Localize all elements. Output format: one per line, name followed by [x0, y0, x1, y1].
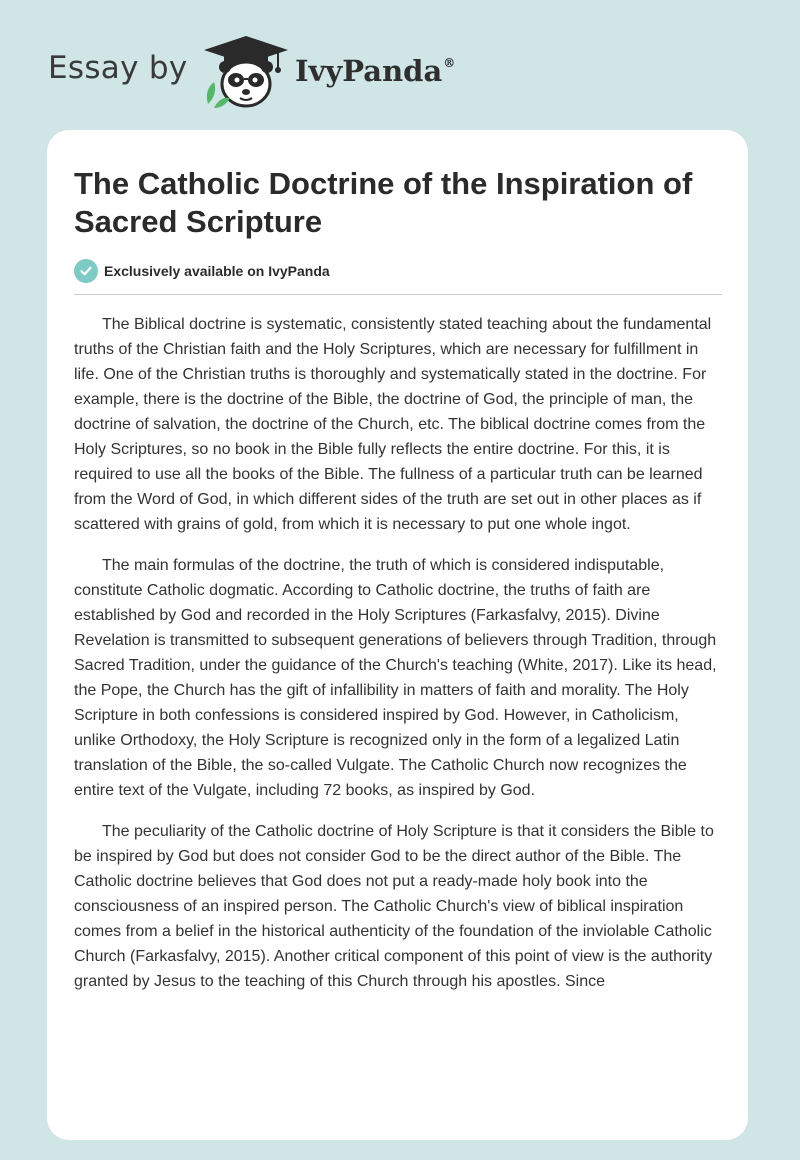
paragraph: The Biblical doctrine is systematic, consistently stated teaching about the fundamental truths of the Christian faith and the Holy Scriptures, which are necessary for fulfillment in life. One of the Christian truths is thoroughly and systematically stated in the doctrine. For example, there is the doctrine of the Bible, the doctrine of God, the principle of man, the doctrine of salvation, the doctrine of the Church, etc. The biblical doctrine comes from the Holy Scriptures, so no book in the Bible fully reflects the entire doctrine. For this, it is required to use all the books of the Bible. The fullness of a particular truth can be learned from the Word of God, in which different sides of the truth are set out in other places as if scattered with grains of gold, from which it is necessary to put one whole ingot.	[74, 316, 712, 533]
site-header	[0, 0, 800, 130]
badge-text: Exclusively available on IvyPanda	[104, 263, 330, 279]
brand-name-text: IvyPanda	[295, 54, 443, 88]
paragraph: The main formulas of the doctrine, the truth of which is considered indisputable, constitute Catholic dogmatic. According to Catholic doctrine, the truths of faith are established by God and recorded in the Holy Scriptures (Farkasfalvy, 2015). Divine Revelation is transmitted to subsequent generations of believers through Tradition, through Sacred Tradition, under the guidance of the Church's teaching (White, 2017). Like its head, the Pope, the Church has the gift of infallibility in matters of faith and morality. The Holy Scripture in both confessions is considered inspired by God. However, in Catholicism, unlike Orthodoxy, the Holy Scripture is recognized only in the form of a legalized Latin translation of the Bible, the so-called Vulgate. The Catholic Church now recognizes the entire text of the Vulgate, including 72 books, as inspired by God.	[74, 557, 717, 799]
check-icon	[74, 259, 98, 283]
panda-graduate-icon[interactable]	[200, 34, 292, 110]
essay-body	[74, 312, 724, 994]
essay-card	[47, 130, 748, 1140]
divider	[74, 294, 722, 295]
page-title: The Catholic Doctrine of the Inspiration of Sacred Scripture	[74, 166, 693, 239]
paragraph: The peculiarity of the Catholic doctrine of Holy Scripture is that it considers the Bible to be inspired by God but does not consider God to be the direct author of the Bible. The Catholic doctrine believes that God does not put a ready-made holy book into the consciousness of an inspired person. The Catholic Church's view of biblical inspiration comes from a belief in the historical authenticity of the foundation of the inviolable Catholic Church (Farkasfalvy, 2015). Another critical component of this point of view is the authority granted by Jesus to the teaching of this Church through his apostles. Since	[74, 823, 714, 990]
exclusive-badge	[74, 257, 722, 285]
essay-by-label: Essay by	[48, 50, 188, 86]
brand-name[interactable]	[295, 54, 455, 88]
registered-mark: ®	[443, 56, 456, 70]
